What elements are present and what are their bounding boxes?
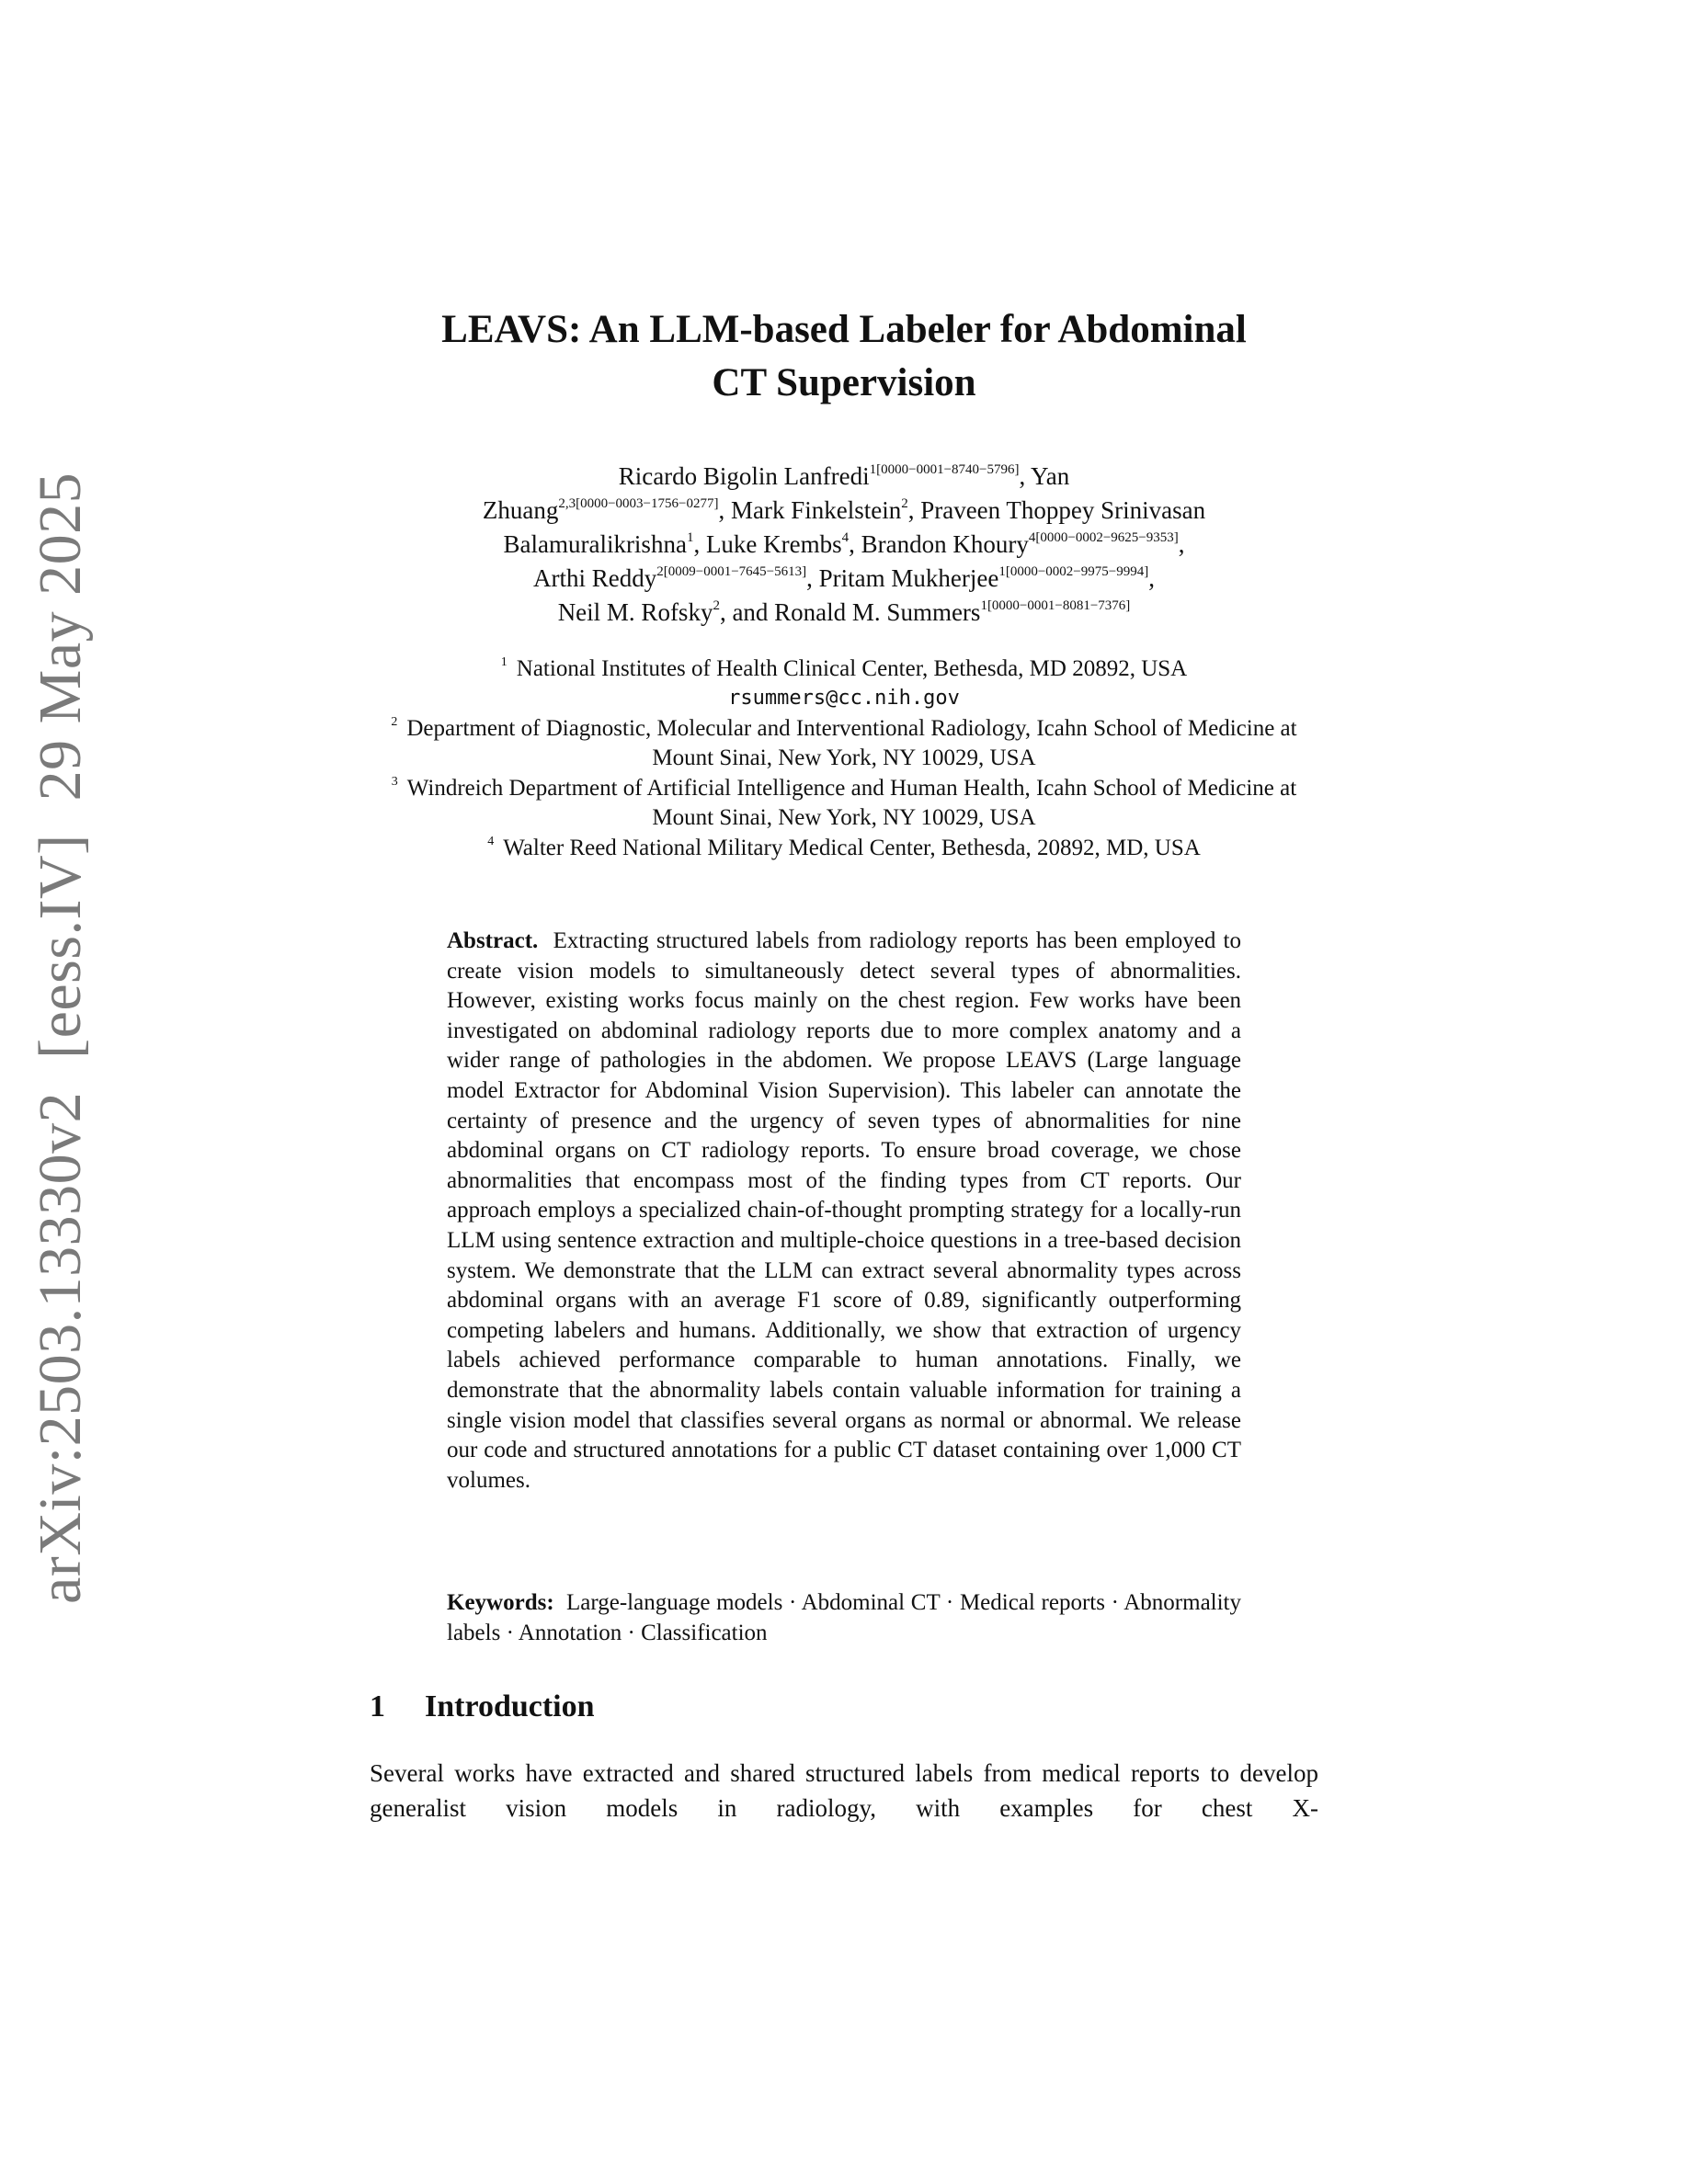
affiliation-list [363, 654, 1325, 864]
title-line-2: CT Supervision [712, 361, 976, 404]
section-title: Introduction [425, 1689, 595, 1723]
keywords [447, 1587, 1241, 1648]
affiliation-number: 4 [487, 835, 495, 848]
title-line-1: LEAVS: An LLM-based Labeler for Abdominal [441, 308, 1247, 351]
author-line-3: Balamuralikrishna$^1$, Luke Krembs$^4$, Brandon Khoury$^{4[0000-0002-9625-9353]}$, [503, 530, 1185, 558]
author-affil: 2 [901, 496, 908, 511]
author-name-part: Zhuang [482, 496, 559, 524]
affiliation-1 [363, 654, 1325, 713]
affiliation-number: 1 [500, 655, 508, 669]
affiliation-number: 3 [391, 775, 398, 789]
author-line-4: Arthi Reddy$^{2[0009-0001-7645-5613]}$, Pritam Mukherjee$^{1[0000-0002-9975-9994]}$, [533, 564, 1155, 592]
abstract [447, 927, 1241, 1496]
author-name: Pritam Mukherjee [818, 564, 999, 592]
arxiv-id[interactable]: arXiv:2503.13330v2 [27, 1091, 94, 1604]
author-conjunction: and [732, 598, 769, 626]
abstract-text: Extracting structured labels from radiology reports has been employed to create vision models to simultaneously detect several types of abnormalities. However, existing works focus mainly on the chest region. Few works have been investigated on abdominal radiology reports due to more complex anatomy and a wider range of pathologies in the abdomen. We propose LEAVS (Large language model Extractor for Abdominal Vision Supervision). This labeler can annotate the certainty of presence and the urgency of seven types of abnormalities for nine abdominal organs on CT radiology reports. To ensure broad coverage, we chose abnormalities that encompass most of the finding types from CT reports. Our approach employs a specialized chain-of-thought prompting strategy for a locally-run LLM using sentence extraction and multiple-choice questions in a tree-based decision system. We demonstrate that the LLM can extract several abnormality types across abdominal organs with an average F1 score of 0.89, significantly outperforming competing labelers and humans. Additionally, we show that extraction of urgency labels achieved performance comparable to human annotations. Finally, we demonstrate that the abnormality labels contain valuable information for training a single vision model that classifies several organs as normal or abnormal. We release our code and structured annotations for a public CT dataset containing over 1,000 CT volumes. [447, 928, 1242, 1493]
author-line-5: Neil M. Rofsky$^2$, and Ronald M. Summers$^{1[0000-0001-8081-7376]}$ [557, 598, 1131, 626]
author-line-1: Ricardo Bigolin Lanfredi$^{1[0000-0001-8740-5796]}$, Yan [618, 462, 1070, 490]
author-name: Brandon Khoury [861, 530, 1029, 558]
author-affil: 2[0009−0001−7645−5613] [656, 564, 807, 579]
author-affil: 1[0000−0001−8740−5796] [869, 462, 1020, 477]
author-affil: 4[0000−0002−9625−9353] [1028, 530, 1179, 545]
affiliation-text: National Institutes of Health Clinical Center, Bethesda, MD 20892, USA [516, 656, 1188, 681]
author-line-2: Zhuang$^{2,3[0000-0003-1756-0277]}$, Mark Finkelstein$^2$, Praveen Thoppey Srinivasan [482, 496, 1206, 524]
arxiv-category: [eess.IV] [27, 834, 94, 1059]
author-name: Arthi Reddy [533, 564, 657, 592]
affiliation-3 [363, 774, 1325, 833]
keywords-label: Keywords: [447, 1590, 554, 1615]
author-affil: 4 [841, 530, 850, 545]
author-affil: 2,3[0000−0003−1756−0277] [558, 496, 719, 511]
affiliation-text: Department of Diagnostic, Molecular and Interventional Radiology, Icahn School of Medicine at Mount Sinai, New York, NY 10029, USA [406, 716, 1297, 770]
abstract-label: Abstract. [447, 928, 539, 953]
section-heading [370, 1689, 595, 1724]
section-number: 1 [370, 1689, 385, 1723]
author-name: Ronald M. Summers [774, 598, 981, 626]
author-name: Mark Finkelstein [730, 496, 902, 524]
contact-email[interactable]: rsummers@cc.nih.gov [728, 687, 960, 710]
arxiv-date: 29 May 2025 [27, 472, 94, 802]
affiliation-4 [363, 834, 1325, 863]
author-affil: 1 [686, 530, 694, 545]
author-affil: 1[0000−0001−8081−7376] [980, 598, 1131, 613]
author-name: Neil M. Rofsky [557, 598, 713, 626]
affiliation-2 [363, 714, 1325, 773]
keywords-text: Large-language models · Abdominal CT · Medical reports · Abnormality labels · Annotation · Classification [447, 1590, 1242, 1645]
author-name: Luke Krembs [705, 530, 842, 558]
author-name-part: Yan [1031, 462, 1070, 490]
paper-title [276, 303, 1412, 410]
affiliation-text: Windreich Department of Artificial Intelligence and Human Health, Icahn School of Medicine at Mount Sinai, New York, NY 10029, USA [406, 776, 1297, 830]
author-name: Ricardo Bigolin Lanfredi [618, 462, 870, 490]
affiliation-number: 2 [391, 715, 398, 729]
arxiv-sidebar-stamp [26, 472, 96, 1604]
author-affil: 1[0000−0002−9975−9994] [998, 564, 1149, 579]
author-name-part: Praveen Thoppey Srinivasan [920, 496, 1206, 524]
section-body-text: Several works have extracted and shared structured labels from medical reports to develop generalist vision models in radiology, with examples for chest X- [370, 1759, 1318, 1822]
author-affil: 2 [713, 598, 720, 613]
affiliation-text: Walter Reed National Military Medical Center, Bethesda, 20892, MD, USA [503, 836, 1201, 860]
author-name-part: Balamuralikrishna [503, 530, 687, 558]
author-list [349, 460, 1339, 630]
